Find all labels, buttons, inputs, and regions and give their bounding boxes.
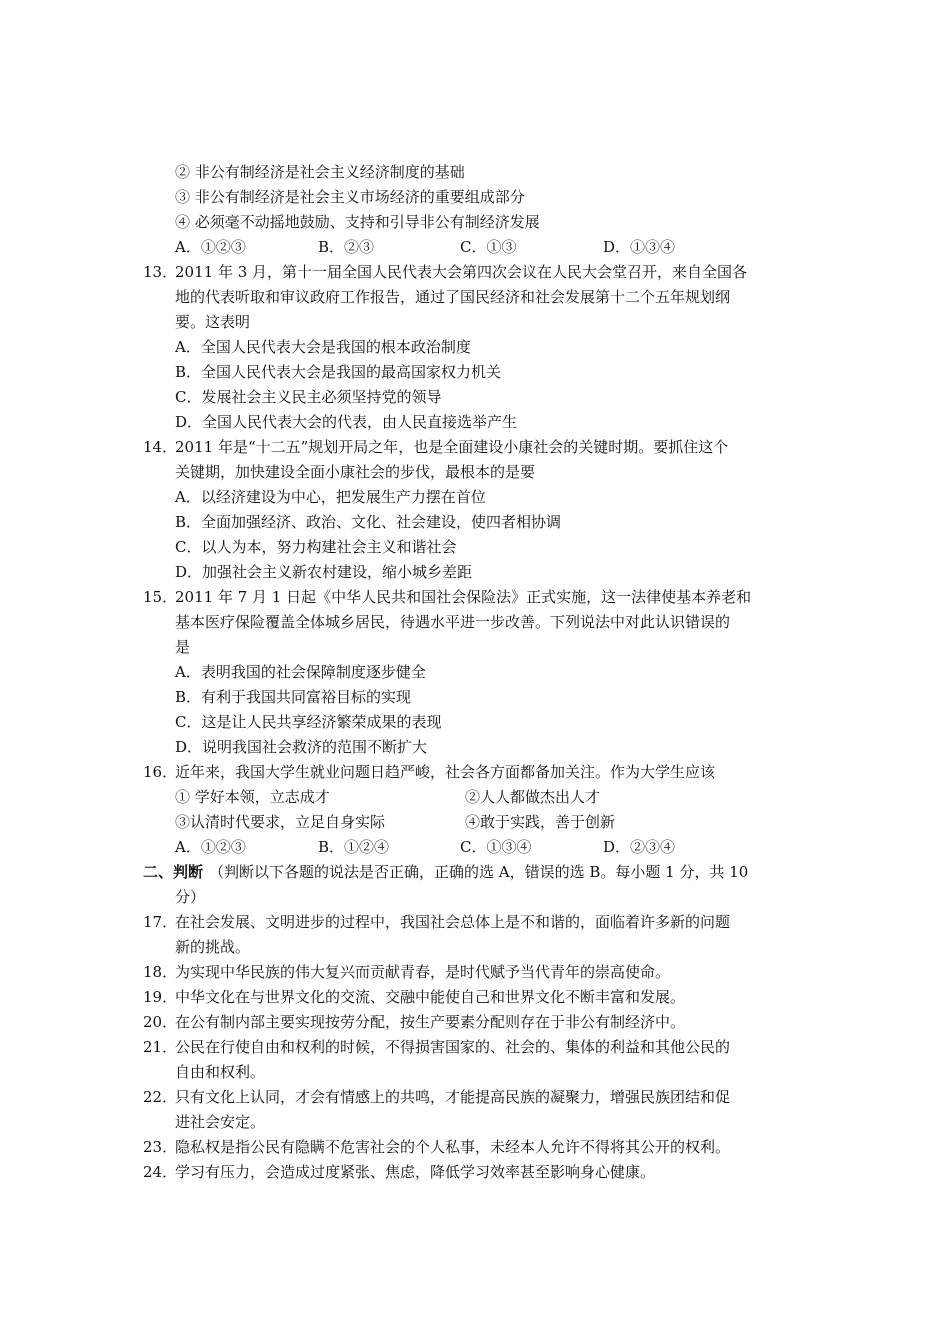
q16-item-1: ① 学好本领，立志成才 (175, 788, 330, 806)
q16-stem: 近年来，我国大学生就业问题日趋严峻，社会各方面都备加关注。作为大学生应该 (175, 763, 716, 781)
q14-number: 14． (143, 438, 178, 456)
q16-option-b: B．①②④ (318, 838, 390, 856)
q16-option-a: A．①②③ (175, 838, 246, 856)
q16-option-d: D．②③④ (603, 838, 676, 856)
section-2-instruction-line-1: （判断以下各题的说法是否正确，正确的选 A，错误的选 B。每小题 1 分，共 10 (209, 863, 749, 881)
q13-option-a: A．全国人民代表大会是我国的根本政治制度 (175, 338, 471, 356)
q14-stem-line-2: 关键期，加快建设全面小康社会的步伐，最根本的是要 (175, 463, 536, 481)
q14-option-a: A．以经济建设为中心，把发展生产力摆在首位 (175, 488, 486, 506)
q15-stem-line-3: 是 (175, 638, 191, 656)
q15-number: 15． (143, 588, 178, 606)
q13-stem-line-3: 要。这表明 (175, 313, 251, 331)
q16-item-3: ③认清时代要求，立足自身实际 (175, 813, 386, 831)
q17-line-1: 在社会发展、文明进步的过程中，我国社会总体上是不和谐的，面临着许多新的问题 (175, 913, 731, 931)
q24-number: 24． (143, 1163, 178, 1181)
q21-number: 21． (143, 1038, 178, 1056)
q20-number: 20． (143, 1013, 178, 1031)
q15-option-d: D．说明我国社会救济的范围不断扩大 (175, 738, 428, 756)
q19-number: 19． (143, 988, 178, 1006)
q14-option-d: D．加强社会主义新农村建设，缩小城乡差距 (175, 563, 473, 581)
q16-item-2: ②人人都做杰出人才 (465, 788, 601, 806)
q13-number: 13． (143, 263, 178, 281)
q22-line-1: 只有文化上认同，才会有情感上的共鸣，才能提高民族的凝聚力，增强民族团结和促 (175, 1088, 731, 1106)
q12-item-4: ④ 必须毫不动摇地鼓励、支持和引导非公有制经济发展 (175, 213, 540, 231)
q18-line-1: 为实现中华民族的伟大复兴而贡献青春，是时代赋予当代青年的崇高使命。 (175, 963, 671, 981)
q12-item-2: ② 非公有制经济是社会主义经济制度的基础 (175, 163, 465, 181)
q12-item-3: ③ 非公有制经济是社会主义市场经济的重要组成部分 (175, 188, 525, 206)
q24-line-1: 学习有压力，会造成过度紧张、焦虑，降低学习效率甚至影响身心健康。 (175, 1163, 656, 1181)
q13-stem-line-2: 地的代表听取和审议政府工作报告，通过了国民经济和社会发展第十二个五年规划纲 (175, 288, 731, 306)
q15-option-a: A．表明我国的社会保障制度逐步健全 (175, 663, 426, 681)
q21-line-1: 公民在行使自由和权利的时候，不得损害国家的、社会的、集体的利益和其他公民的 (175, 1038, 731, 1056)
q23-line-1: 隐私权是指公民有隐瞒不危害社会的个人私事，未经本人允许不得将其公开的权利。 (175, 1138, 731, 1156)
q13-option-c: C．发展社会主义民主必须坚持党的领导 (175, 388, 442, 406)
q19-line-1: 中华文化在与世界文化的交流、交融中能使自己和世界文化不断丰富和发展。 (175, 988, 686, 1006)
q16-option-c: C．①③④ (460, 838, 532, 856)
q14-stem-line-1: 2011 年是“十二五”规划开局之年，也是全面建设小康社会的关键时期。要抓住这个 (175, 438, 729, 456)
q12-option-c: C．①③ (460, 238, 517, 256)
q13-stem-line-1: 2011 年 3 月，第十一届全国人民代表大会第四次会议在人民大会堂召开，来自全国各 (175, 263, 748, 281)
q17-line-2: 新的挑战。 (175, 938, 251, 956)
q18-number: 18． (143, 963, 178, 981)
section-2-heading: 二、判断 (143, 863, 204, 881)
q16-number: 16． (143, 763, 178, 781)
q20-line-1: 在公有制内部主要实现按劳分配，按生产要素分配则存在于非公有制经济中。 (175, 1013, 686, 1031)
section-2-instruction-line-2: 分） (175, 888, 206, 906)
q12-option-a: A．①②③ (175, 238, 246, 256)
q13-option-b: B．全国人民代表大会是我国的最高国家权力机关 (175, 363, 502, 381)
q16-item-4: ④敢于实践，善于创新 (465, 813, 616, 831)
q23-number: 23． (143, 1138, 178, 1156)
q12-option-b: B．②③ (318, 238, 375, 256)
q15-stem-line-2: 基本医疗保险覆盖全体城乡居民，待遇水平进一步改善。下列说法中对此认识错误的 (175, 613, 731, 631)
q14-option-b: B．全面加强经济、政治、文化、社会建设，使四者相协调 (175, 513, 562, 531)
q14-option-c: C．以人为本，努力构建社会主义和谐社会 (175, 538, 457, 556)
q15-stem-line-1: 2011 年 7 月 1 日起《中华人民共和国社会保险法》正式实施，这一法律使基本养老和 (175, 588, 752, 606)
q17-number: 17． (143, 913, 178, 931)
q15-option-b: B．有利于我国共同富裕目标的实现 (175, 688, 412, 706)
q13-option-d: D．全国人民代表大会的代表，由人民直接选举产生 (175, 413, 518, 431)
q21-line-2: 自由和权利。 (175, 1063, 266, 1081)
q12-option-d: D．①③④ (603, 238, 676, 256)
q22-line-2: 进社会安定。 (175, 1113, 266, 1131)
q15-option-c: C．这是让人民共享经济繁荣成果的表现 (175, 713, 442, 731)
q22-number: 22． (143, 1088, 178, 1106)
